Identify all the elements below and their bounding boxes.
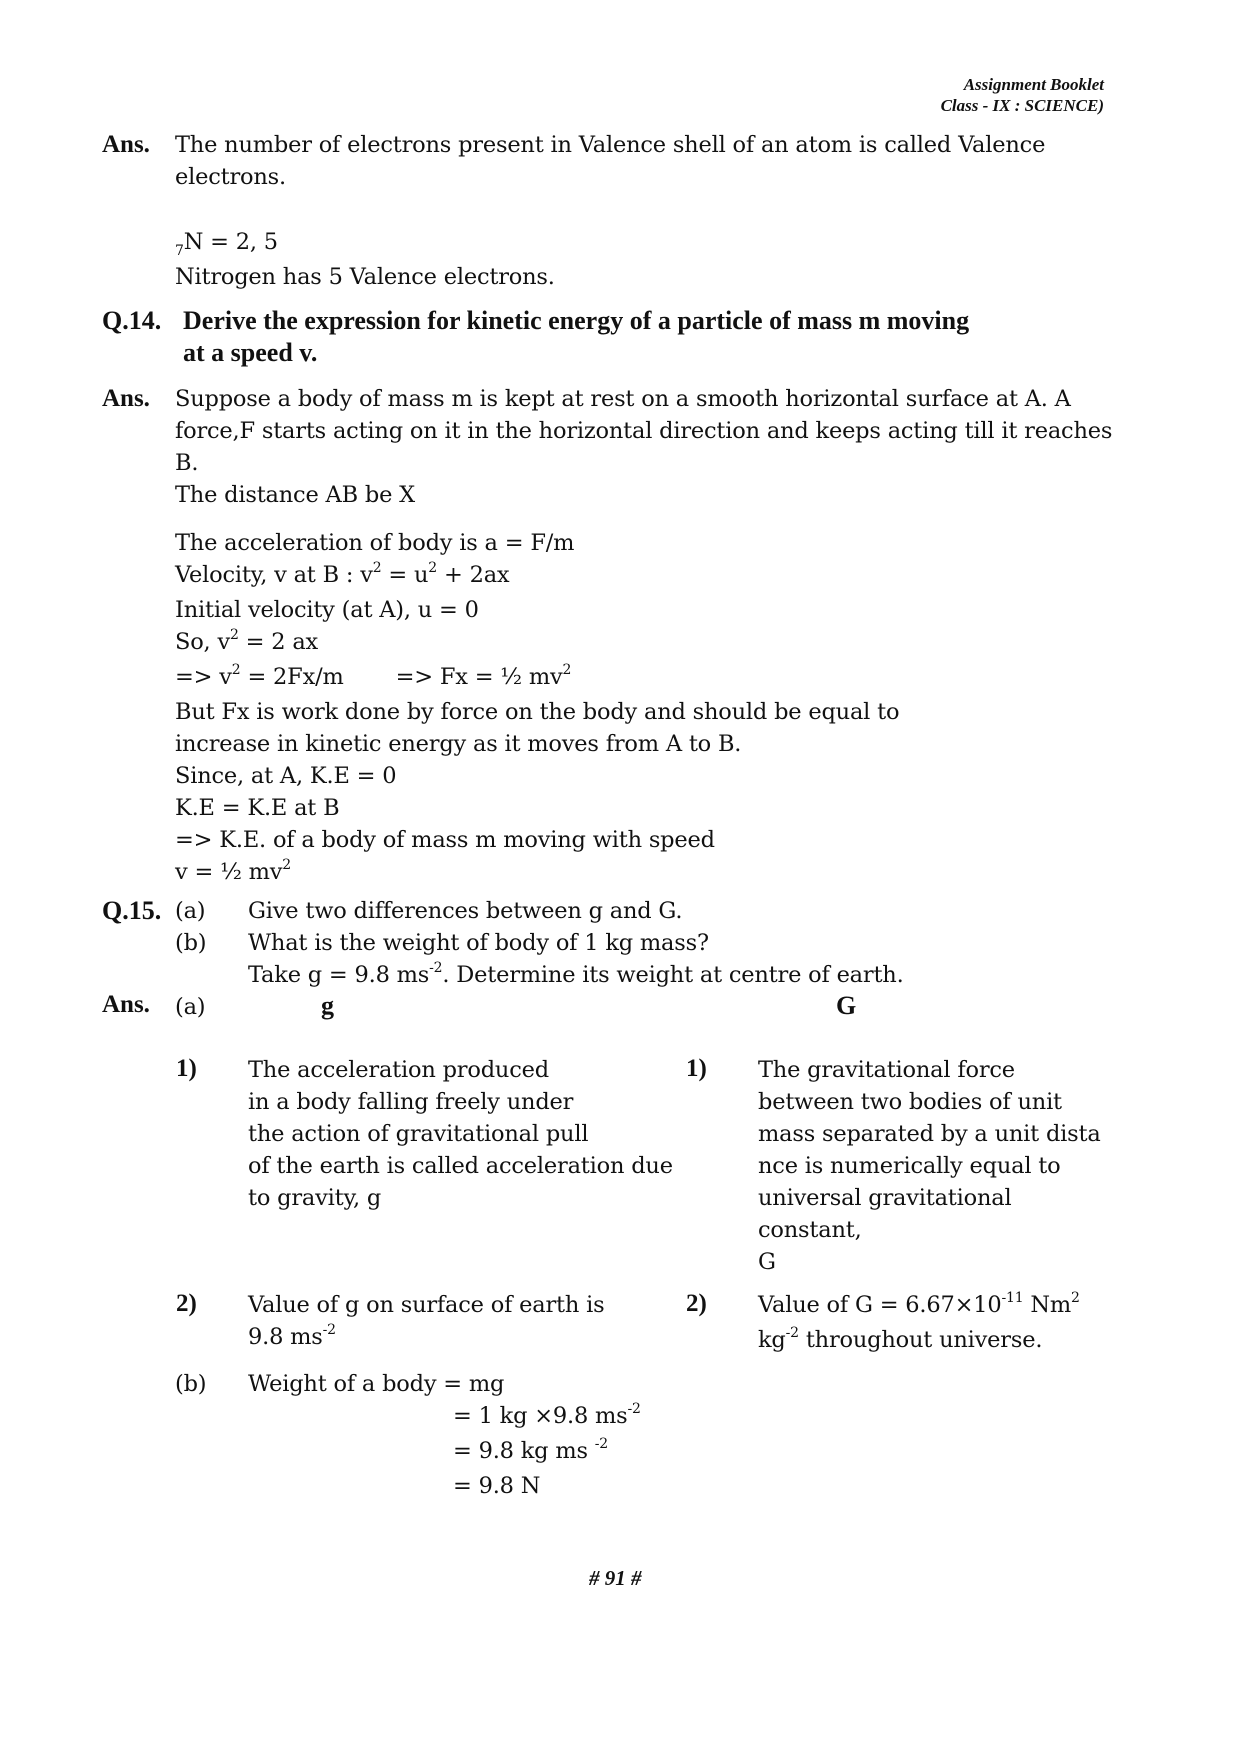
initial-velocity-line: Initial velocity (at A), u = 0	[175, 597, 479, 623]
question-line: at a speed v.	[183, 338, 318, 367]
answer-13-formula	[175, 226, 555, 293]
text-line: B.	[175, 450, 199, 476]
text-line: => K.E. of a body of mass m moving with speed	[175, 827, 715, 853]
text-line: force,F starts acting on it in the horizontal direction and keeps acting till it reaches	[175, 418, 1113, 444]
calc-line: = 9.8 N	[453, 1473, 541, 1499]
weight-calculation	[453, 1400, 641, 1502]
question-line: Give two differences between g and G.	[248, 898, 683, 924]
question-line: Derive the expression for kinetic energy of a particle of mass m moving	[183, 306, 970, 335]
row-number: 2)	[686, 1290, 707, 1317]
text-line: universal gravitational	[758, 1185, 1012, 1211]
text-line: electrons.	[175, 164, 286, 190]
page-number: # 91 #	[589, 1566, 642, 1590]
part-b-label: (b)	[175, 1371, 207, 1397]
answer-14-derivation	[175, 527, 899, 891]
calc-line: = 9.8 kg ms $^{-2}$	[453, 1436, 609, 1464]
question-14-text	[183, 305, 969, 369]
acceleration-line: The acceleration of body is a = F/m	[175, 530, 575, 556]
weight-calc-head: Weight of a body = mg	[248, 1371, 505, 1397]
part-a-label: (a)	[175, 898, 206, 924]
text-line: G	[758, 1249, 776, 1275]
question-label: Q.15.	[102, 896, 162, 925]
page-header	[941, 74, 1104, 116]
text-line: The distance AB be X	[175, 482, 415, 508]
text-line: mass separated by a unit dista	[758, 1121, 1101, 1147]
part-a-label: (a)	[175, 994, 206, 1020]
header-booklet: Assignment Booklet	[963, 75, 1104, 94]
text-line: But Fx is work done by force on the body and should be equal to	[175, 699, 900, 725]
text-line: Suppose a body of mass m is kept at rest on a smooth horizontal surface at A. A	[175, 386, 1071, 412]
row-number: 1)	[176, 1055, 197, 1082]
q15-part-labels	[175, 895, 206, 959]
answer-label: Ans.	[102, 991, 150, 1018]
question-label: Q.14.	[102, 306, 162, 335]
text-line: the action of gravitational pull	[248, 1121, 589, 1147]
text-line: The acceleration produced	[248, 1057, 549, 1083]
so-line: So, $v^2 = 2$ ax	[175, 627, 319, 655]
text-line: between two bodies of unit	[758, 1089, 1062, 1115]
text-line: Nitrogen has 5 Valence electrons.	[175, 264, 555, 290]
difference-1-G	[758, 1054, 1101, 1278]
answer-label: Ans.	[102, 131, 150, 158]
row-number: 2)	[176, 1290, 197, 1317]
answer-13-text	[175, 129, 1045, 193]
text-line: The gravitational force	[758, 1057, 1015, 1083]
text-line: nce is numerically equal to	[758, 1153, 1061, 1179]
ke-result-line: v = ½ $mv^2$	[175, 857, 291, 885]
text-line: Value of $G = 6.67\times 10^{-11}$ Nm$^2$	[758, 1290, 1080, 1318]
text-line: Value of g on surface of earth is	[248, 1292, 605, 1318]
atomic-number: 7	[175, 243, 184, 259]
question-line: Take g = 9.8 $ms^{-2}$. Determine its weight at centre of earth.	[248, 960, 904, 988]
text-line: 9.8 $ms^{-2}$	[248, 1322, 336, 1350]
row-number: 1)	[686, 1055, 707, 1082]
answer-14-intro	[175, 383, 1112, 511]
velocity-line: Velocity, v at B : $v^2 = u^2 + 2ax$	[175, 560, 510, 588]
column-header-g: g	[321, 991, 334, 1020]
text-line: constant,	[758, 1217, 862, 1243]
header-class: Class - IX : SCIENCE)	[940, 96, 1104, 115]
difference-2-g	[248, 1289, 604, 1356]
text-line: increase in kinetic energy as it moves from A to B.	[175, 731, 742, 757]
implies-line: => $v^2 = 2Fx/m => Fx$ = ½ $mv^2$	[175, 662, 572, 690]
nitrogen-config	[175, 226, 555, 261]
answer-label: Ans.	[102, 385, 150, 412]
calc-line: = 1 kg ×9.8 $ms^{-2}$	[453, 1401, 641, 1429]
question-line: What is the weight of body of 1 kg mass?	[248, 930, 709, 956]
text-line: to gravity, g	[248, 1185, 382, 1211]
text-line: K.E = K.E at B	[175, 795, 340, 821]
text-line: in a body falling freely under	[248, 1089, 574, 1115]
text-line: The number of electrons present in Valence shell of an atom is called Valence	[175, 132, 1046, 158]
column-header-G: G	[836, 991, 857, 1020]
difference-2-G	[758, 1289, 1080, 1359]
question-15-text	[248, 895, 904, 994]
config-value: N = 2, 5	[183, 229, 278, 255]
part-b-label: (b)	[175, 930, 207, 956]
difference-1-g	[248, 1054, 673, 1214]
text-line: $kg^{-2}$ throughout universe.	[758, 1325, 1043, 1353]
text-line: Since, at A, K.E = 0	[175, 763, 397, 789]
text-line: of the earth is called acceleration due	[248, 1153, 673, 1179]
